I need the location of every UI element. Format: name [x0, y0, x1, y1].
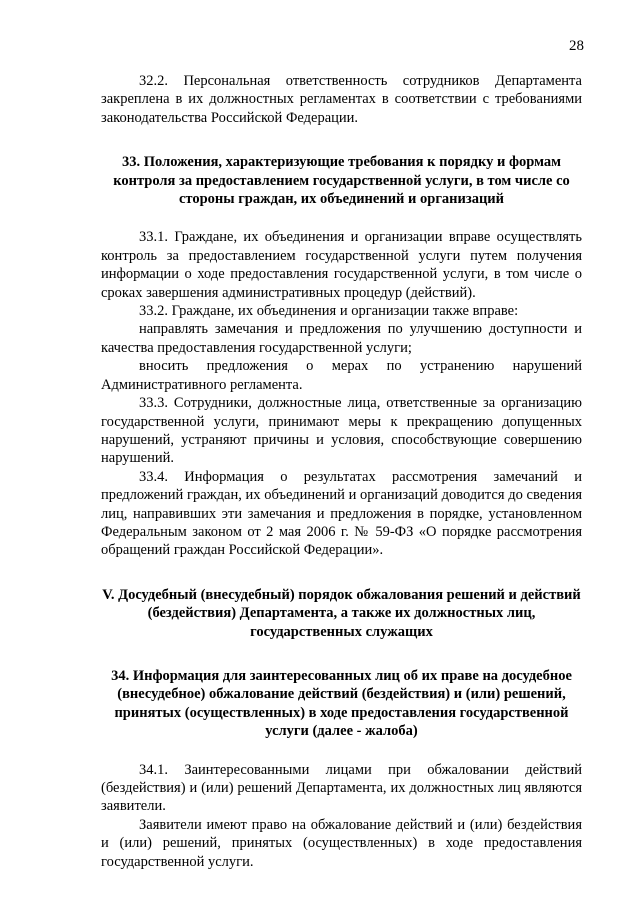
paragraph-33-2-b: вносить предложения о мерах по устранению нарушений Административного регламента.: [101, 358, 582, 393]
paragraph-34-1: 34.1. Заинтересованными лицами при обжаловании действий (бездействия) и (или) решений Департамента, их должностных лиц являются заявители.: [101, 761, 582, 815]
paragraph-33-4: 33.4. Информация о результатах рассмотрения замечаний и предложений граждан, их объединений и организаций доводится до сведения лиц, направивших эти замечания и предложения в порядке, установленном Федеральным законом от 2 мая 2006 г. № 59-ФЗ «О порядке рассмотрения обращений граждан Российской Федерации».: [101, 468, 582, 559]
paragraph-33-1: 33.1. Граждане, их объединения и организации вправе осуществлять контроль за предоставлением государственной услуги путем получения информации о ходе предоставления государственной услуги, в том числе о сроках завершения административных процедур (действий).: [101, 229, 582, 301]
paragraph-32-2: 32.2. Персональная ответственность сотрудников Департамента закреплена в их должностных регламентах в соответствии с требованиями законодательства Российской Федерации.: [101, 73, 582, 126]
paragraph-34-1-b: Заявители имеют право на обжалование действий и (или) бездействия и (или) решений, принятых (осуществленных) в ходе предоставления государственной услуги.: [101, 816, 582, 870]
heading-section-34: 34. Информация для заинтересованных лиц об их праве на досудебное (внесудебное) обжалование действий (бездействия) и (или) решений, принятых (осуществленных) в ходе предоставления государственной услуги (далее - жалоба): [111, 667, 572, 740]
paragraph-33-2: 33.2. Граждане, их объединения и организации также вправе:: [139, 303, 519, 320]
document-body: [101, 72, 582, 871]
paragraph-33-3: 33.3. Сотрудники, должностные лица, ответственные за организацию государственной услуги, принимают меры к прекращению допущенных нарушений, устраняют причины и условия, способствующие совершению нарушений.: [101, 395, 582, 467]
heading-section-33: 33. Положения, характеризующие требования к порядку и формам контроля за предоставлением государственной услуги, в том числе со стороны граждан, их объединений и организаций: [113, 154, 570, 208]
page-number: 28: [569, 38, 584, 54]
heading-section-V: V. Досудебный (внесудебный) порядок обжалования решений и действий (бездействия) Департамента, а также их должностных лиц, государственных служащих: [102, 586, 581, 640]
paragraph-33-2-a: направлять замечания и предложения по улучшению доступности и качества предоставления государственной услуги;: [101, 321, 582, 356]
